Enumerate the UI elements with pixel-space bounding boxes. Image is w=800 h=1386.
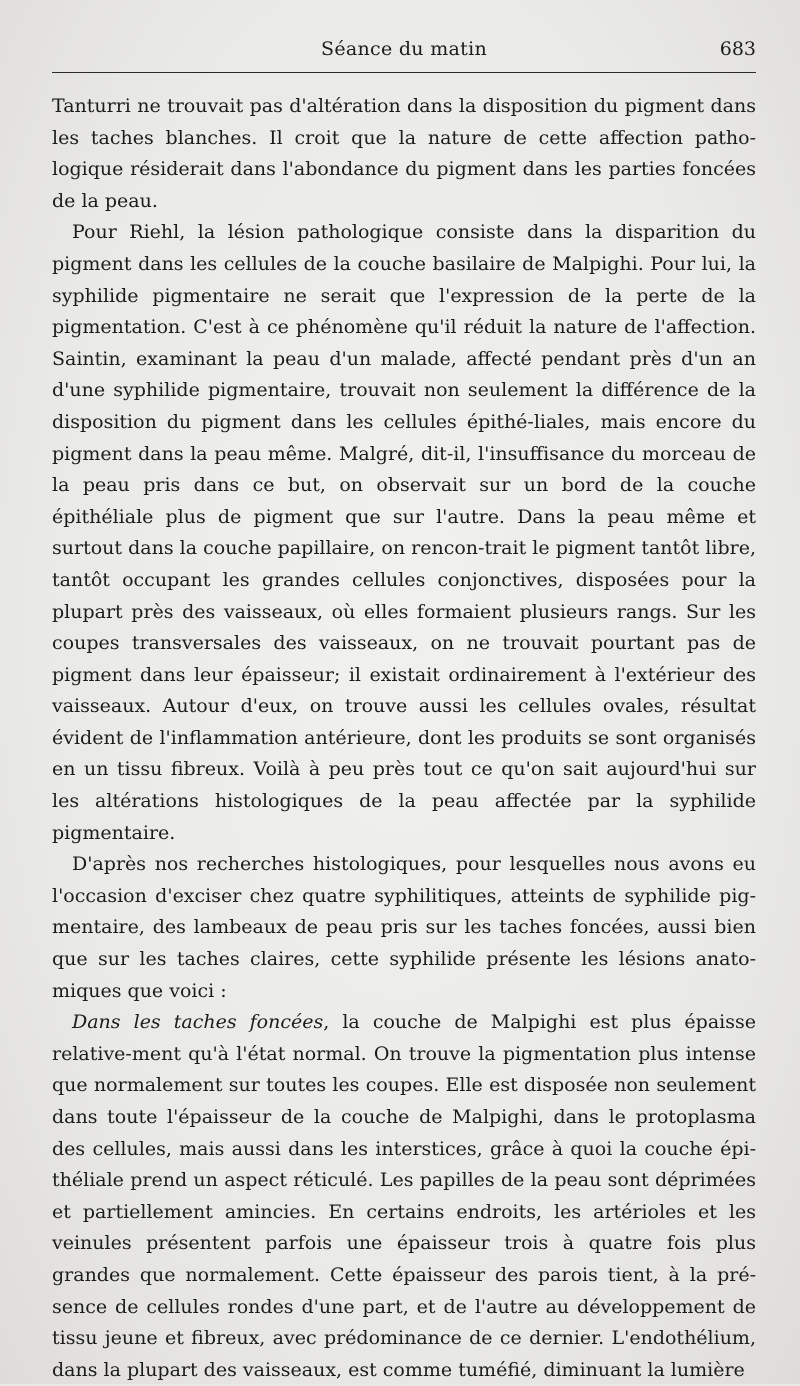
header-rule: [52, 72, 756, 73]
page-number: 683: [719, 38, 756, 60]
paragraph-taches-foncees: [52, 1007, 756, 1386]
paragraph-tanturri: Tanturri ne trouvait pas d'altération dans la disposition du pigment dans les taches blanches. Il croit que la nature de cette affection patho-logique résiderait dans l'abondance du pigment dans les parties foncées de la peau.: [52, 95, 756, 212]
paragraph-riehl: Pour Riehl, la lésion pathologique consiste dans la disparition du pigment dans les cellules de la couche basilaire de Malpighi. Pour lui, la syphilide pigmentaire ne serait que l'expression de la perte de la pigmentation. C'est à ce phénomène qu'il réduit la nature de l'affection. Saintin, examinant la peau d'un malade, affecté pendant près d'un an d'une syphilide pigmentaire, trouvait non seulement la différence de la disposition du pigment dans les cellules épithé-liales, mais encore du pigment dans la peau même. Malgré, dit-il, l'insuffisance du morceau de la peau pris dans ce but, on observait sur un bord de la couche épithéliale plus de pigment que sur l'autre. Dans la peau même et surtout dans la couche papillaire, on rencon-trait le pigment tantôt libre, tantôt occupant les grandes cellules conjonctives, disposées pour la plupart près des vaisseaux, où elles formaient plusieurs rangs. Sur les coupes transversales des vaisseaux, on ne trouvait pourtant pas de pigment dans leur épaisseur; il existait ordinairement à l'extérieur des vaisseaux. Autour d'eux, on trouve aussi les cellules ovales, résultat évident de l'inflammation antérieure, dont les produits se sont organisés en un tissu fibreux. Voilà à peu près tout ce qu'on sait aujourd'hui sur les altérations histologiques de la peau affectée par la syphilide pigmentaire.: [52, 221, 756, 844]
running-title: Séance du matin: [321, 38, 487, 60]
paragraph-recherches: D'après nos recherches histologiques, pour lesquelles nous avons eu l'occasion d'exciser chez quatre syphilitiques, atteints de syphilide pig-mentaire, des lambeaux de peau pris sur les taches foncées, aussi bien que sur les taches claires, cette syphilide présente les lésions anato-miques que voici :: [52, 853, 756, 1002]
paragraph-taches-foncees-text: , la couche de Malpighi est plus épaisse relative-ment qu'à l'état normal. On trouve la pigmentation plus intense que normalement sur toutes les coupes. Elle est disposée non seulement dans toute l'épaisseur de la couche de Malpighi, dans le protoplasma des cellules, mais aussi dans les interstices, grâce à quoi la couche épi-théliale prend un aspect réticulé. Les papilles de la peau sont déprimées et partiellement amincies. En certains endroits, les artérioles et les veinules présentent parfois une épaisseur trois à quatre fois plus grandes que normalement. Cette épaisseur des parois tient, à la pré-sence de cellules rondes d'une part, et de l'autre au développement de tissu jeune et fibreux, avec prédominance de ce dernier. L'endothélium, dans la plupart des vaisseaux, est comme tuméfié, diminuant la lumière: [52, 1011, 756, 1381]
running-head: [52, 32, 756, 72]
body-text: [52, 91, 756, 1386]
italic-lead: Dans les taches foncées: [72, 1011, 324, 1034]
